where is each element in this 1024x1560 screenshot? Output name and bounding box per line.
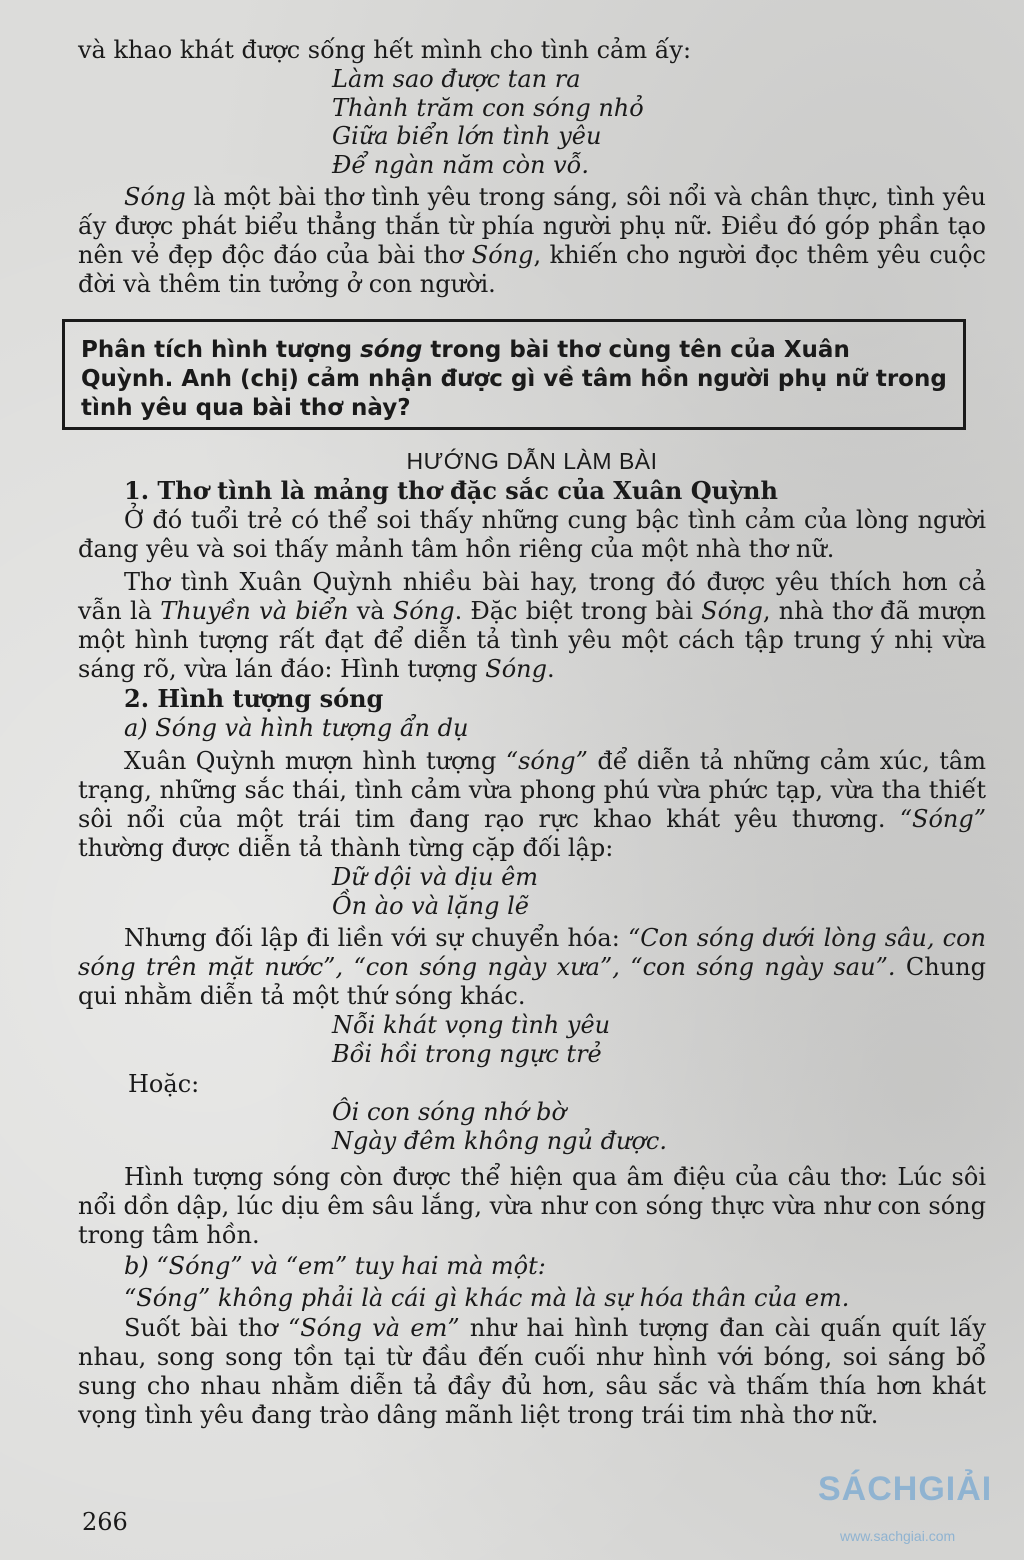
italic-term: Sóng [471,241,534,269]
question-text: trong bài thơ cùng tên của Xuân Quỳnh. Anh (chị) cảm nhận được gì về tâm hồn người phụ nữ trong tình yêu qua bài thơ này? [81,337,947,421]
italic-quote: “Con sóng dưới lòng sâu, con sóng trên mặt nước”, “con sóng ngày xưa”, “con sóng ngày sau”. [78,924,987,981]
italic-term: Sóng [485,655,547,683]
section-1-heading: 1. Thơ tình là mảng thơ đặc sắc của Xuân Quỳnh [124,476,778,505]
paragraph-text: Nhưng đối lập đi liền với sự chuyển hóa: [124,924,628,952]
paragraph-text: như hai hình tượng đan cài quấn quít lấy nhau, song song tồn tại từ đầu đến cuối như hình với bóng, soi sáng bổ sung cho nhau nhằm diễn tả đầy đủ hơn, sâu sắc và thấm thía hơn khát vọng tình yêu đang trào dâng mãnh liệt trong trái tim nhà thơ nữ. [78,1314,986,1429]
verse-stanza-1 [332,65,986,179]
question-italic-term: sóng [360,337,423,363]
italic-term: Thuyền và biển [160,597,349,625]
paragraph-text: Xuân Quỳnh mượn hình tượng [124,747,506,775]
section-2b-subheading: b) “Sóng” và “em” tuy hai mà một: [124,1252,546,1280]
verse-line: Bồi hồi trong ngực trẻ [332,1039,602,1068]
italic-term: Sóng [392,597,455,625]
italic-term: “Sóng” [899,805,986,833]
italic-term: “sóng” [505,747,588,775]
summary-paragraph [78,183,986,299]
paragraph-text: , nhà thơ đã mượn một hình tượng rất đạt để diễn tả tình yêu một cách tập trung ý nhị vừa sáng rõ, vừa lán đáo: Hình tượng [78,597,986,683]
section-2-heading: 2. Hình tượng sóng [124,684,384,713]
verse-stanza-4 [332,1098,986,1155]
section-2-paragraph-4 [78,1314,986,1430]
verse-stanza-3 [332,1011,986,1068]
verse-line: Làm sao được tan ra [332,65,581,93]
hoac-label: Hoặc: [128,1070,200,1098]
section-1-paragraph-2 [78,568,986,684]
paragraph-text: Suốt bài thơ [124,1314,288,1342]
page-number: 266 [82,1508,128,1536]
page-content [78,36,986,1430]
verse-line: Để ngàn năm còn vỗ. [332,150,589,179]
section-2-paragraph-1 [78,747,986,863]
section-2a-subheading: a) Sóng và hình tượng ẩn dụ [124,714,469,742]
italic-term: “Sóng và em” [287,1314,460,1342]
verse-line: Ngày đêm không ngủ được. [332,1126,667,1155]
paragraph-text: Thơ tình Xuân Quỳnh nhiều bài hay, trong đó được yêu thích hơn cả vẫn là [78,568,986,625]
question-text: Phân tích hình tượng [81,337,361,363]
watermark-url: www.sachgiai.com [840,1528,956,1544]
section-2-paragraph-2 [78,924,986,1011]
verse-stanza-2 [332,863,986,920]
section-1-paragraph-1: Ở đó tuổi trẻ có thể soi thấy những cung bậc tình cảm của lòng người đang yêu và soi thấy mảnh tâm hồn riêng của một nhà thơ nữ. [78,506,986,563]
watermark-brand: SÁCHGIẢI [818,1470,993,1508]
question-box [62,319,966,430]
intro-line: và khao khát được sống hết mình cho tình cảm ấy: [78,36,692,64]
section-2-paragraph-3: Hình tượng sóng còn được thể hiện qua âm điệu của câu thơ: Lúc sôi nổi dồn dập, lúc dịu êm sâu lắng, vừa như con sóng thực vừa như con sóng trong tâm hồn. [78,1163,986,1249]
paragraph-text: . Đặc biệt trong bài [454,597,702,625]
paragraph-text: thường được diễn tả thành từng cặp đối lập: [78,834,614,862]
guide-title: HƯỚNG DẪN LÀM BÀI [406,448,658,474]
paragraph-text: Chung qui nhằm diễn tả một thứ sóng khác. [78,953,986,1010]
sachgiai-watermark-logo [818,1470,1018,1550]
verse-line: Nỗi khát vọng tình yêu [332,1011,611,1039]
paragraph-text: là một bài thơ tình yêu trong sáng, sôi nổi và chân thực, tình yêu ấy được phát biểu thẳng thắn từ phía người phụ nữ. Điều đó góp phần tạo nên vẻ đẹp độc đáo của bài thơ [78,183,986,269]
paragraph-text: , khiến cho người đọc thêm yêu cuộc đời và thêm tin tưởng ở con người. [78,241,986,298]
verse-line: Giữa biển lớn tình yêu [332,122,602,150]
verse-line: Dữ dội và dịu êm [332,863,539,891]
verse-line: Thành trăm con sóng nhỏ [332,93,644,122]
italic-term: Sóng [701,597,763,625]
verse-line: Ôi con sóng nhớ bờ [332,1098,566,1126]
paragraph-text: và [348,597,393,625]
italic-term: Sóng [124,183,186,211]
section-2b-statement: “Sóng” không phải là cái gì khác mà là sự hóa thân của em. [124,1284,850,1312]
verse-line: Ồn ào và lặng lẽ [332,891,529,920]
paragraph-text: để diễn tả những cảm xúc, tâm trạng, những sắc thái, tình cảm vừa phong phú vừa phức tạp, vừa tha thiết sôi nổi của một trái tim đang rạo rực khao khát yêu thương. [78,747,987,833]
paragraph-text: . [546,655,555,683]
